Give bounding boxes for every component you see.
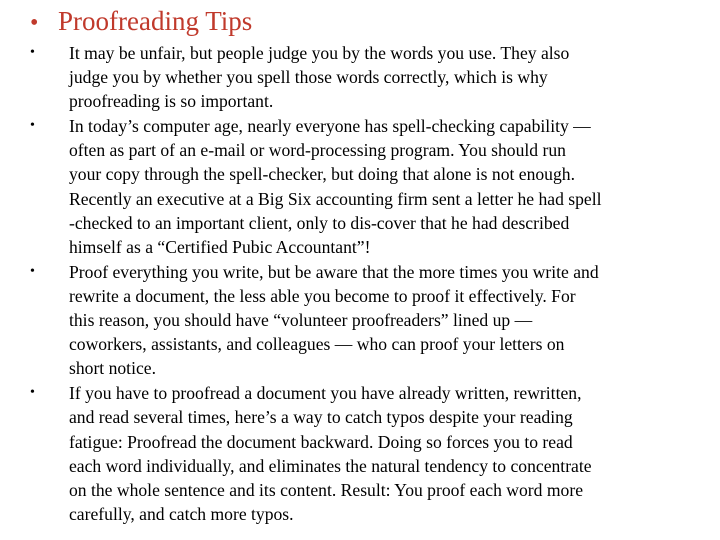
bullet-text-line: In today’s computer age, nearly everyone has spell-checking capability — [69,116,591,137]
bullet-text-line: and read several times, here’s a way to catch typos despite your reading [69,407,573,428]
bullet-text-line: your copy through the spell-checker, but doing that alone is not enough. [69,164,575,185]
bullet-text-line: judge you by whether you spell those words correctly, which is why [69,67,548,88]
bullet-icon: • [30,45,35,60]
bullet-list [30,41,700,527]
bullet-icon: • [30,385,35,401]
bullet-text-line: often as part of an e-mail or word-processing program. You should run [69,140,566,161]
title-bullet-icon: • [30,10,39,36]
bullet-text-line: on the whole sentence and its content. Result: You proof each word more [69,479,584,500]
slide-title: Proofreading Tips [58,6,253,36]
bullet-text [69,114,700,259]
bullet-text-line: this reason, you should have “volunteer proofreaders” lined up — [69,310,533,331]
bullet-icon: • [30,263,35,279]
bullet-item-proofread-backward [30,381,700,526]
bullet-item-volunteer-proofreaders [30,260,700,380]
bullet-text-line: fatigue: Proofread the document backward. Doing so forces you to read [69,431,573,452]
bullet-text-line: Proof everything you write, but be aware that the more times you write and [69,261,599,282]
bullet-text-line: coworkers, assistants, and colleagues — who can proof your letters on [69,334,565,355]
bullet-text [69,260,700,380]
bullet-text-line: Recently an executive at a Big Six accounting firm sent a letter he had spell [69,188,602,209]
bullet-text-line: It may be unfair, but people judge you by the words you use. They also [69,43,570,63]
bullet-text-line: himself as a “Certified Pubic Accountant”! [69,236,371,257]
bullet-text [69,41,700,113]
bullet-text-line: each word individually, and eliminates the natural tendency to concentrate [69,455,592,476]
bullet-text-line: proofreading is so important. [69,91,274,112]
bullet-icon: • [30,118,35,134]
bullet-text [69,381,700,526]
bullet-text-line: rewrite a document, the less able you become to proof it effectively. For [69,285,576,306]
bullet-text-line: -checked to an important client, only to dis-cover that he had described [69,212,570,233]
bullet-item-spell-checker [30,114,700,259]
bullet-text-line: If you have to proofread a document you have already written, rewritten, [69,383,582,404]
bullet-text-line: short notice. [69,358,156,379]
bullet-item-unfair-judgement [30,41,700,113]
bullet-text-line: carefully, and catch more typos. [69,503,294,524]
slide-title-row [30,4,252,38]
